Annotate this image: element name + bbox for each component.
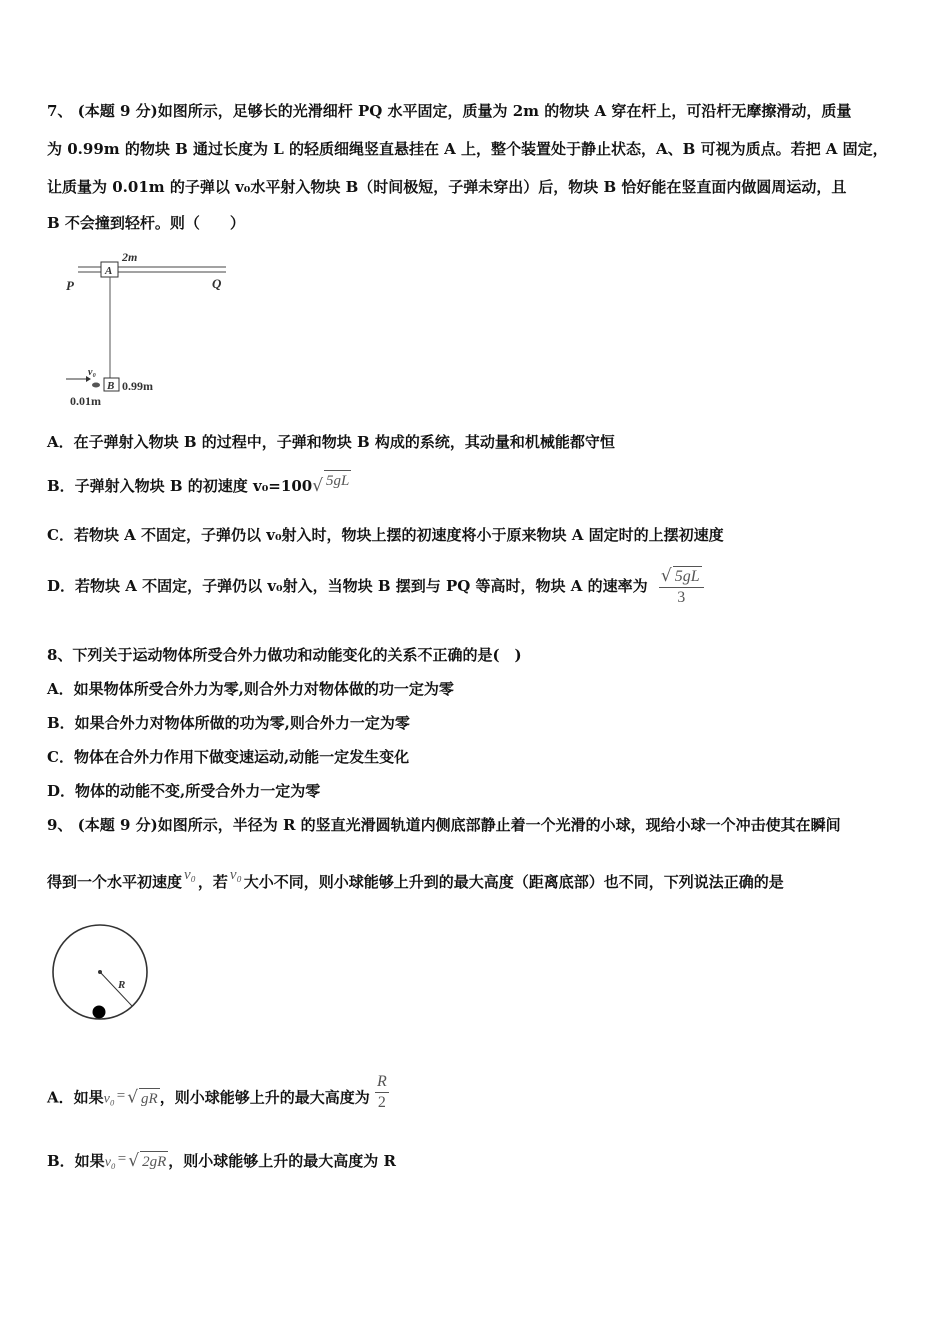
q9-option-b-equals: = [117,1151,127,1167]
q7-option-a: A．在子弹射入物块 B 的过程中，子弹和物块 B 构成的系统，其动量和机械能都守恒 [47,433,615,451]
q7-figure [60,250,240,410]
label-p: P [66,278,74,293]
label-q: Q [212,276,222,291]
q7-option-d [47,566,704,608]
q9-option-a-radicand: gR [139,1088,160,1109]
q7-option-d-denominator: 3 [677,589,686,606]
label-v0: v₀ [88,367,96,378]
bullet [92,383,100,388]
q7-option-d-text: D．若物块 A 不固定，子弹仍以 v₀射入，当物块 B 摆到与 PQ 等高时，物块 A 的速率为 [47,577,648,595]
sqrt-icon: √ [660,566,672,586]
ball [93,1006,106,1019]
radius-line [100,972,132,1006]
q7-option-b [47,473,351,497]
q8-option-d: D．物体的动能不变,所受合外力一定为零 [47,782,321,800]
label-099m: 0.99m [122,379,153,393]
q9-option-a-text: ，则小球能够上升的最大高度为 [159,1088,370,1107]
q9-option-a-v0: v₀ [103,1091,115,1107]
q7-option-d-fraction [659,566,704,608]
q8-option-c: C．物体在合外力作用下做变速运动,动能一定发生变化 [47,748,410,766]
q8-stem: 8、下列关于运动物体所受合外力做功和动能变化的关系不正确的是( ) [47,646,522,664]
q8-option-a: A．如果物体所受合外力为零,则合外力对物体做的功一定为零 [47,680,454,698]
q7-stem-line3: 让质量为 0.01m 的子弹以 v₀水平射入物块 B（时间极短，子弹未穿出）后，物块 B 恰好能在竖直面内做圆周运动，且 [47,178,847,196]
q9-stem-line2-c: 大小不同，则小球能够上升到的最大高度（距离底部）也不同，下列说法正确的是 [243,873,784,891]
q7-stem-line2: 为 0.99m 的物块 B 通过长度为 L 的轻质细绳竖直悬挂在 A 上，整个装置处于静止状态，A、B 可视为质点。若把 A 固定， [47,140,888,158]
q7-option-c: C．若物块 A 不固定，子弹仍以 v₀射入时，物块上摆的初速度将小于原来物块 A 固定时的上摆初速度 [47,526,724,544]
label-001m: 0.01m [70,394,101,408]
q9-option-b [47,1151,396,1173]
q9-stem-line2 [47,867,784,893]
sqrt-icon: √ [127,1087,139,1108]
label-b: B [107,380,115,392]
q9-option-b-text: ，则小球能够上升的最大高度为 R [168,1152,396,1170]
q9-stem-line2-b: ，若 [197,873,228,891]
q9-option-b-v0: v₀ [104,1155,116,1170]
q7-stem-line1: 7、 (本题 9 分)如图所示，足够长的光滑细杆 PQ 水平固定，质量为 2m 的物块 A 穿在杆上，可沿杆无摩擦滑动，质量 [47,102,852,120]
label-2m: 2m [122,250,138,264]
q7-option-b-text: B．子弹射入物块 B 的初速度 v₀=100 [47,477,313,495]
label-r: R [118,979,126,991]
q9-option-a [47,1073,389,1119]
q9-option-a-equals: = [116,1087,126,1104]
q9-stem-line1: 9、 (本题 9 分)如图所示，半径为 R 的竖直光滑圆轨道内侧底部静止着一个光滑的小球，现给小球一个冲击使其在瞬间 [47,816,841,834]
q7-option-b-radicand: 5gL [324,470,351,491]
q9-v0-1: v₀ [184,867,196,883]
q9-option-a-fraction [375,1072,389,1113]
q9-option-a-numerator: R [375,1072,389,1093]
label-a: A [105,265,113,277]
q7-option-d-numerator: 5gL [674,568,700,585]
q9-option-a-prefix: A．如果 [47,1088,104,1107]
sqrt-icon: √ [128,1151,140,1171]
q9-v0-2: v₀ [229,867,242,883]
sqrt-icon: √ [312,476,324,496]
q7-stem-line4: B 不会撞到轻杆。则（ ） [47,214,245,232]
q9-option-b-radicand: 2gR [140,1151,168,1172]
q9-option-b-prefix: B．如果 [47,1152,105,1170]
q9-figure [48,922,152,1026]
q9-option-a-denominator: 2 [377,1094,386,1111]
q8-option-b: B．如果合外力对物体所做的功为零,则合外力一定为零 [47,714,410,732]
q9-stem-line2-a: 得到一个水平初速度 [47,873,183,891]
